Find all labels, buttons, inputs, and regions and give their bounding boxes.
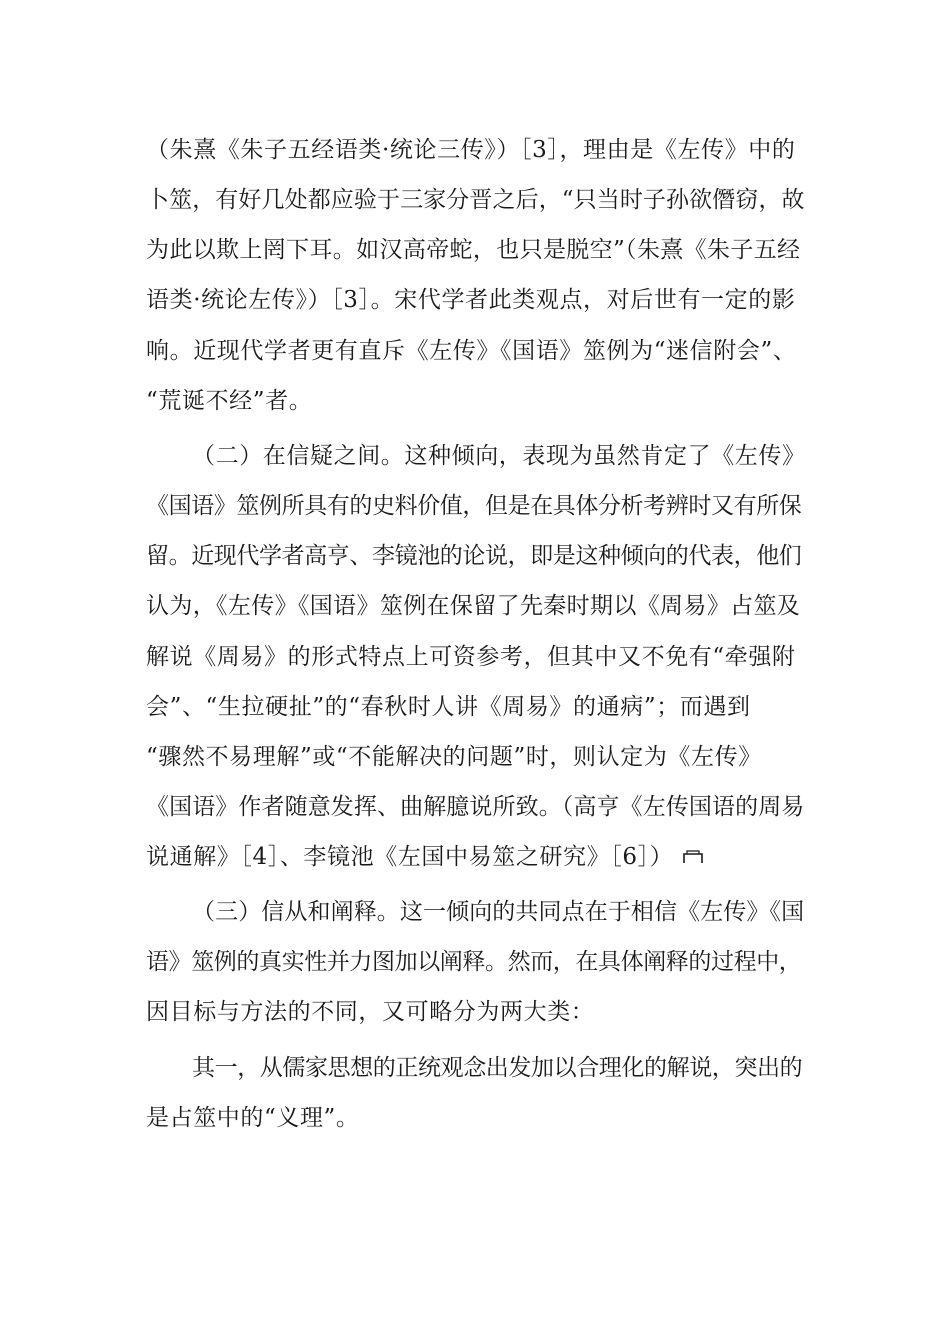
text-line: “荒诞不经”者。 [146, 388, 313, 414]
paragraph-3-line: （三）信从和阐释。这一倾向的共同点在于相信《左传》《国 [192, 899, 805, 925]
paragraph-mark-icon [683, 848, 703, 864]
text-line: 解说《周易》的形式特点上可资参考，但其中又不免有“牵强附 [146, 644, 796, 670]
text-line: 是占筮中的“义理”。 [146, 1105, 360, 1131]
text-line: 为此以欺上罔下耳。如汉高帝蛇，也只是脱空”（朱熹《朱子五经 [146, 237, 801, 263]
text-line: 因目标与方法的不同，又可略分为两大类： [146, 999, 595, 1025]
text-line: 语》筮例的真实性并力图加以阐释。然而，在具体阐释的过程中， [146, 949, 802, 975]
text-line: 卜筮，有好几处都应验于三家分晋之后，“只当时子孙欲僭窃，故 [146, 187, 805, 213]
paragraph-4-line: 其一，从儒家思想的正统观念出发加以合理化的解说，突出的 [192, 1055, 803, 1081]
text-line: 语类·统论左传》）［3］。宋代学者此类观点，对后世有一定的影 [146, 287, 796, 313]
paragraph-2-line: （二）在信疑之间。这种倾向，表现为虽然肯定了《左传》 [192, 443, 806, 469]
text-line: 留。近现代学者高亨、李镜池的论说，即是这种倾向的代表，他们 [146, 543, 802, 569]
text-line: （朱熹《朱子五经语类·统论三传》）［3］，理由是《左传》中的 [146, 137, 796, 163]
text-line: 响。近现代学者更有直斥《左传》《国语》筮例为“迷信附会”、 [146, 338, 797, 364]
text-line: 说通解》［4］、李镜池《左国中易筮之研究》［6］） [146, 844, 674, 870]
text-line: 会”、“生拉硬扯”的“春秋时人讲《周易》的通病”；而遇到 [146, 694, 751, 720]
text-line: 认为，《左传》《国语》筮例在保留了先秦时期以《周易》占筮及 [146, 593, 801, 619]
text-line: “骤然不易理解”或“不能解决的问题”时，则认定为《左传》 [146, 744, 762, 770]
text-line: 《国语》作者随意发挥、曲解臆说所致。（高亨《左传国语的周易 [146, 794, 805, 820]
text-line: 《国语》筮例所具有的史料价值，但是在具体分析考辨时又有所保 [146, 493, 802, 519]
